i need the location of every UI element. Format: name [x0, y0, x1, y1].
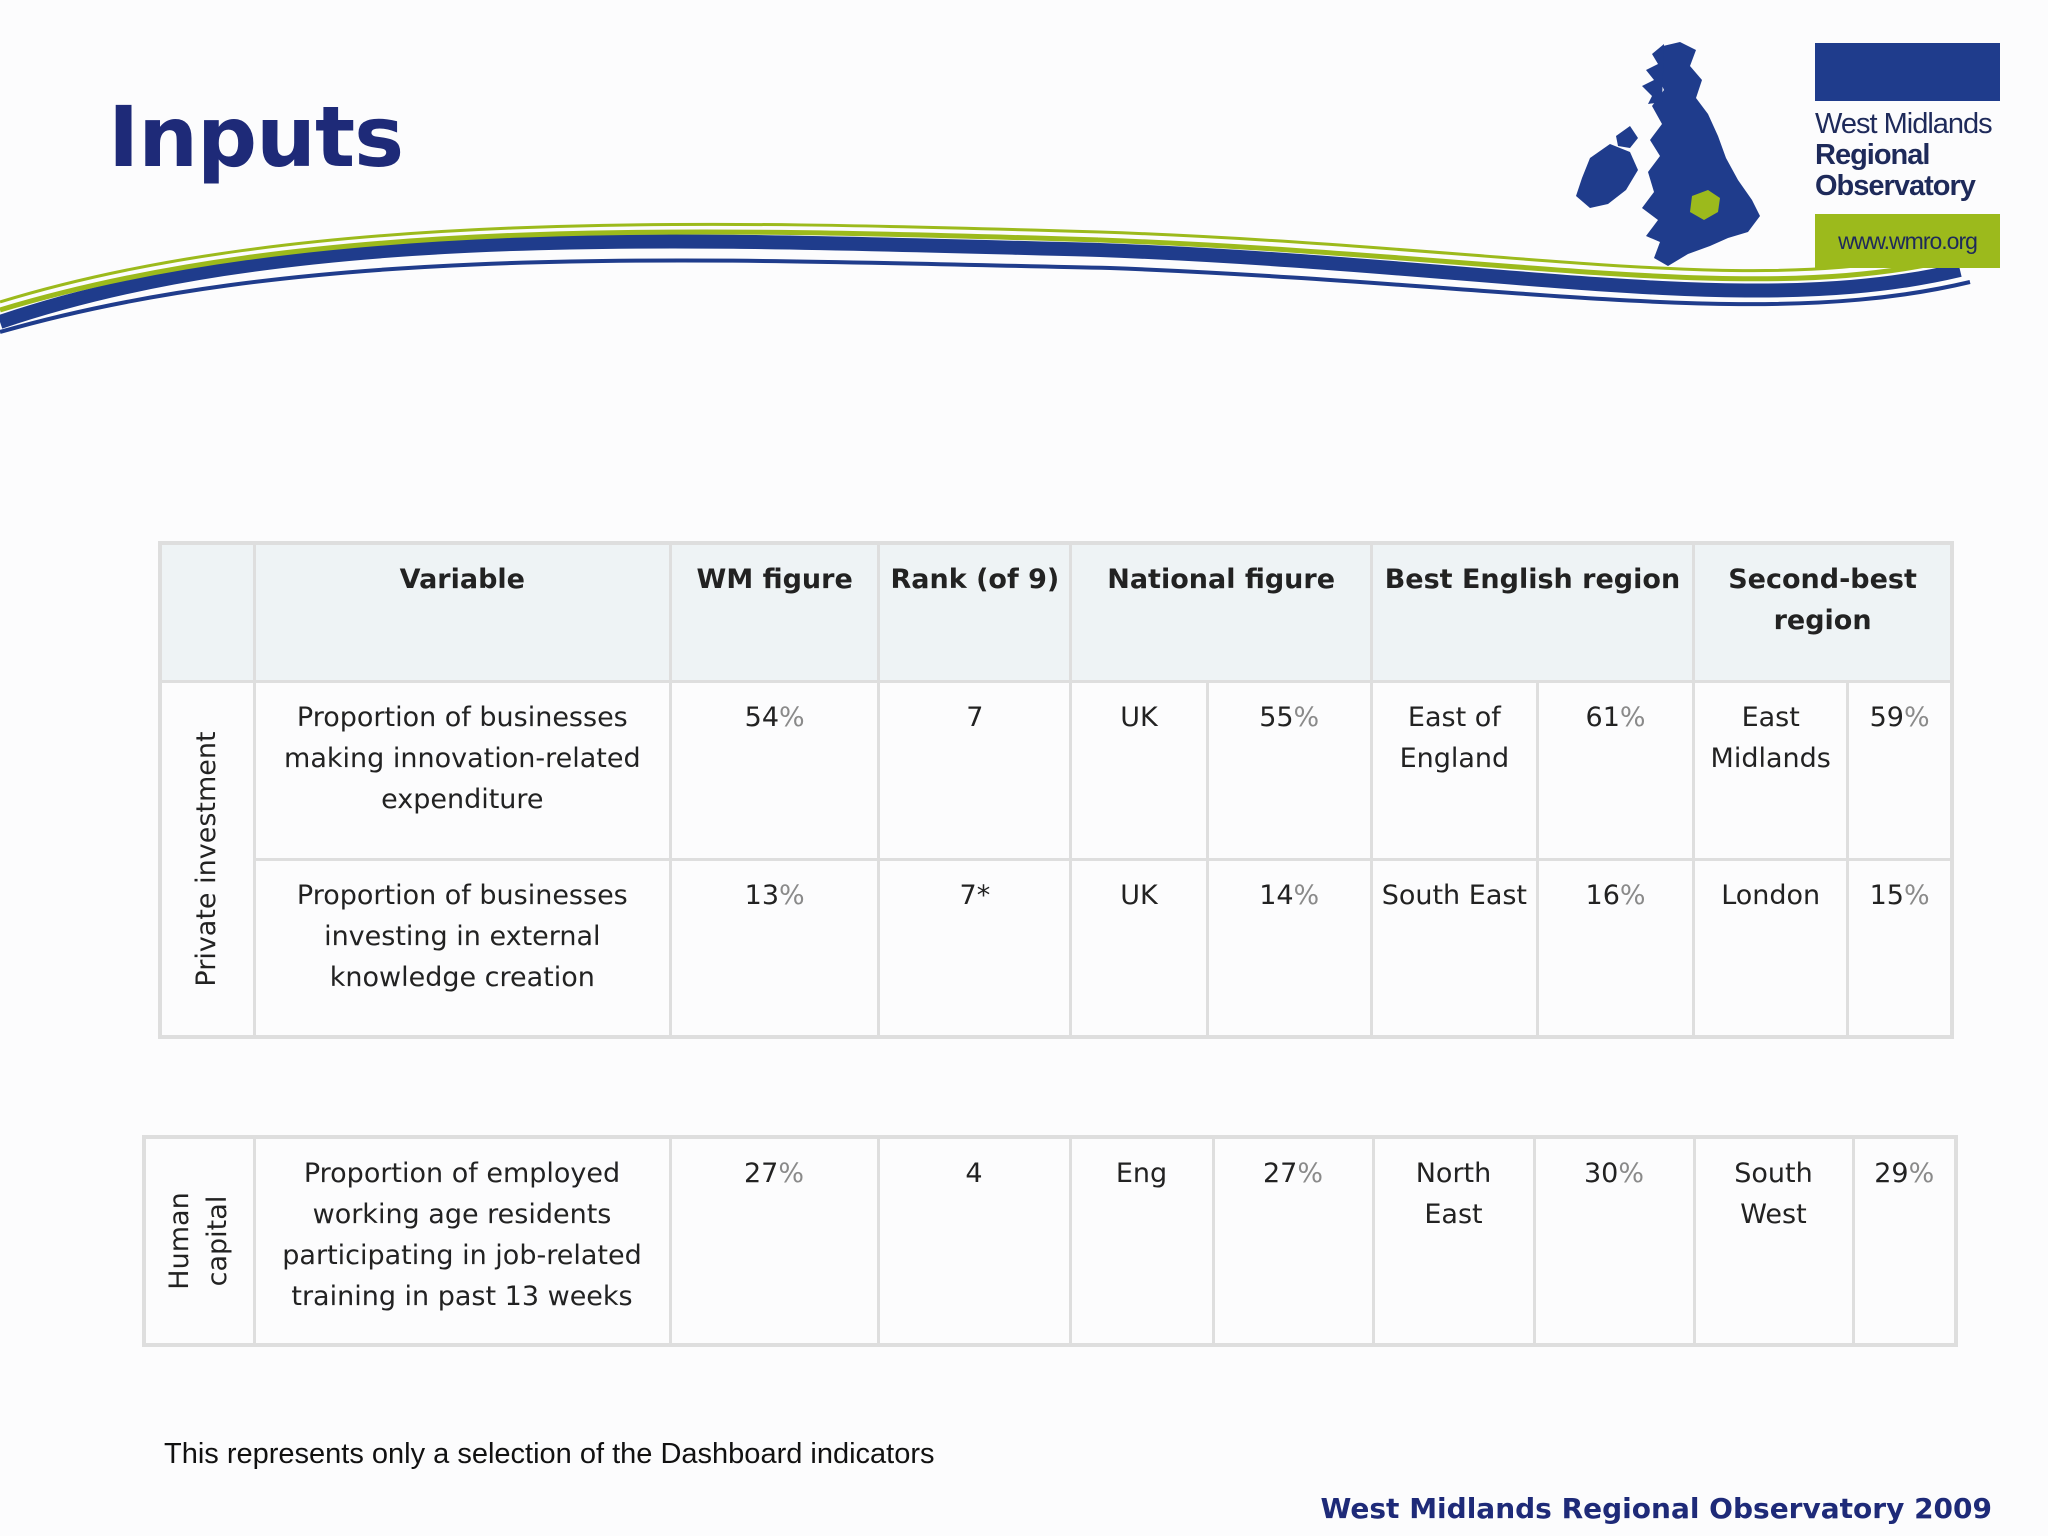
second-value: 59	[1869, 701, 1904, 733]
second-region-cell: South West	[1694, 1137, 1853, 1345]
slide-title: Inputs	[108, 88, 404, 186]
second-pct: %	[1903, 879, 1930, 911]
best-region-cell: East of England	[1371, 681, 1537, 859]
private-investment-table	[158, 541, 1954, 1039]
best-pct: %	[1619, 879, 1646, 911]
group-label-human-capital	[161, 1192, 237, 1289]
nat-value: 55	[1259, 701, 1294, 733]
logo-wordmark	[1815, 109, 2000, 202]
second-region-cell: London	[1694, 859, 1848, 1037]
best-value: 16	[1585, 879, 1620, 911]
national-value-cell	[1213, 1137, 1373, 1345]
header-national-figure: National figure	[1071, 543, 1371, 681]
table-row	[160, 859, 1952, 1037]
national-value-cell	[1207, 859, 1371, 1037]
best-pct: %	[1619, 701, 1646, 733]
national-area-cell: UK	[1071, 681, 1207, 859]
best-value-cell	[1534, 1137, 1694, 1345]
rank-cell: 4	[878, 1137, 1070, 1345]
logo-url: www.wmro.org	[1815, 214, 2000, 268]
group-label-cell	[144, 1137, 254, 1345]
national-area-cell: UK	[1071, 859, 1207, 1037]
nat-pct: %	[1293, 701, 1320, 733]
group-label-line-1: Human	[164, 1192, 196, 1290]
logo-line-1: West Midlands	[1815, 108, 1992, 140]
logo-line-3: Observatory	[1815, 170, 1975, 202]
variable-cell: Proportion of businesses making innovation-related expenditure	[254, 681, 670, 859]
second-pct: %	[1908, 1158, 1935, 1189]
header-empty	[160, 543, 254, 681]
second-value-cell	[1848, 859, 1952, 1037]
logo-line-2: Regional	[1815, 139, 1930, 171]
national-area-cell: Eng	[1070, 1137, 1213, 1345]
header-wm-figure: WM figure	[671, 543, 879, 681]
footnote: This represents only a selection of the Dashboard indicators	[164, 1438, 935, 1470]
wm-pct: %	[779, 701, 805, 733]
second-region-cell: East Midlands	[1694, 681, 1848, 859]
second-value-cell	[1853, 1137, 1956, 1345]
best-value: 61	[1585, 701, 1620, 733]
best-pct: %	[1618, 1158, 1644, 1189]
best-value-cell	[1537, 681, 1693, 859]
wm-pct: %	[779, 879, 805, 911]
second-pct: %	[1903, 701, 1930, 733]
second-value-cell	[1848, 681, 1952, 859]
best-value: 30	[1583, 1158, 1619, 1189]
variable-cell: Proportion of employed working age residents participating in job-related training in past 13 weeks	[254, 1137, 670, 1345]
wmro-logo	[1815, 43, 2000, 268]
nat-pct: %	[1297, 1158, 1323, 1189]
best-region-cell: South East	[1371, 859, 1537, 1037]
wm-figure-cell	[671, 681, 879, 859]
uk-map-logo	[1568, 40, 1778, 276]
header-rank: Rank (of 9)	[879, 543, 1071, 681]
best-region-cell: North East	[1373, 1137, 1534, 1345]
best-value-cell	[1537, 859, 1693, 1037]
header-variable: Variable	[254, 543, 670, 681]
group-label-private-investment: Private investment	[191, 731, 223, 987]
wm-value: 27	[743, 1158, 779, 1189]
header-best-region: Best English region	[1371, 543, 1693, 681]
human-capital-table	[142, 1135, 1958, 1347]
nat-value: 27	[1262, 1158, 1298, 1189]
national-value-cell	[1207, 681, 1371, 859]
wm-figure-cell	[670, 1137, 878, 1345]
table-row	[160, 681, 1952, 859]
second-value: 15	[1869, 879, 1904, 911]
nat-value: 14	[1259, 879, 1294, 911]
variable-cell: Proportion of businesses investing in external knowledge creation	[254, 859, 670, 1037]
header-row	[160, 543, 1952, 681]
wm-figure-cell	[671, 859, 879, 1037]
logo-bar	[1815, 43, 2000, 101]
wm-value: 13	[744, 879, 779, 911]
table-row	[144, 1137, 1956, 1345]
wm-pct: %	[778, 1158, 804, 1189]
header-second-best-region: Second-best region	[1694, 543, 1952, 681]
group-label-cell	[160, 681, 254, 1037]
footer-credit: West Midlands Regional Observatory 2009	[1320, 1492, 1992, 1525]
rank-cell: 7	[879, 681, 1071, 859]
second-value: 29	[1874, 1158, 1909, 1189]
wm-value: 54	[744, 701, 779, 733]
group-label-line-2: capital	[202, 1195, 234, 1287]
rank-cell: 7*	[879, 859, 1071, 1037]
nat-pct: %	[1293, 879, 1320, 911]
